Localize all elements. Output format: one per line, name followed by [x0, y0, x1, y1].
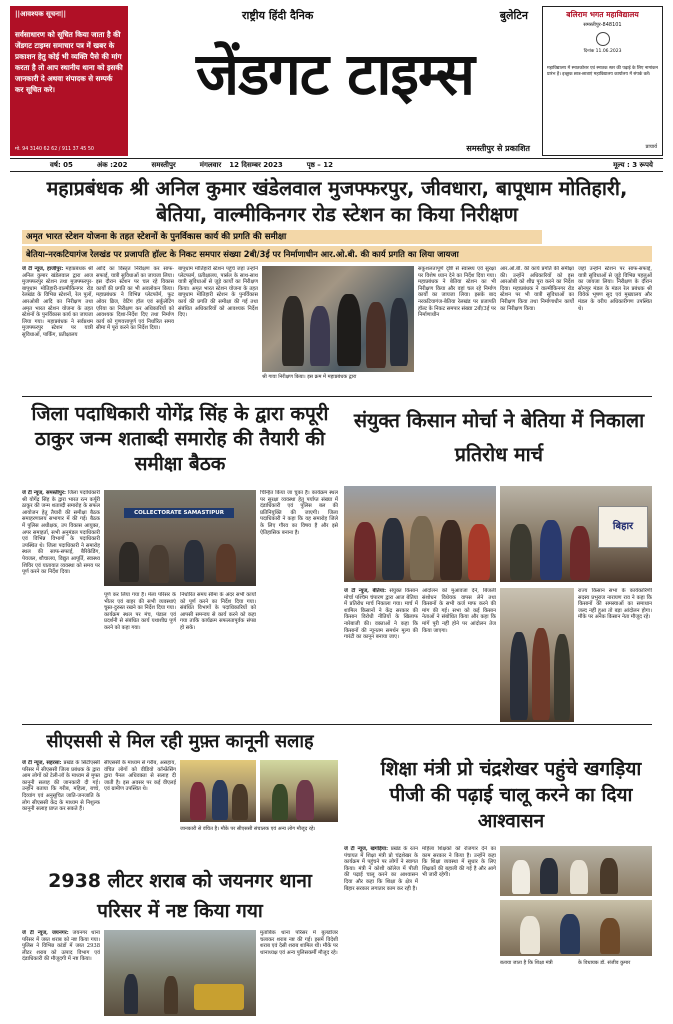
college-logo — [596, 32, 610, 46]
story3-col-1 — [344, 588, 418, 722]
title-block — [132, 6, 538, 156]
story6-col-1 — [22, 930, 100, 1016]
lead-col1-text: महाप्रबंधक श्री अनिल कुमार खंडेलवाल द्वारा आज मुजफ्फरपुर स्टेशन तथा मुजफ्फरपुर-बापूधाम मोतिहारी-वाल्मीकिनगर रोड रेलखंड के विभिन्न स्टेशनों, रेल पुलों, आरओबी आदि का निरीक्षण तथा अमृत भारत स्टेशन योजना के तहत स्टेशनों के पुनर्विकास कार्य का जायजा लिया गया। महाप्रबंधक ने सर्वप्रथम मुजफ्फरपुर स्टेशन पर यात्री सुविधाओं, पार्किंग, प्रतीक्षालय — [22, 266, 93, 338]
story5-col-2: महिला शिक्षकों को रोजगार देने का काम सरकार ने किया है। उन्होंने कहा कि शिक्षा व्यवस्था में सुधार के लिए शिक्षकों की बहाली की गई है और आगे भी जारी रहेगी। — [422, 846, 496, 879]
notice-text: सर्वसाधारण को सूचित किया जाता है की जेंडगट टाइम्स समाचार पत्र में खबर के प्रकाशन हेतु कोई भी व्यक्ति पैसे की मांग करता है तो आप स्थानीय थाना को इसकी जानकारी दे अथवा संपादक से सम्पर्क कर सूचित करे। — [15, 30, 123, 94]
story4-col-2: सीएससी के माध्यम से गरीब, असहाय, वंचित लोगों को वीडियो कॉन्फ्रेंसिंग द्वारा पैनल अधिवक्ता से सलाह दी जाती है। इस अवसर पर कई वीएलई एवं ग्रामीण उपस्थित थे। — [104, 760, 176, 793]
dateline-year: वर्ष: 05 — [50, 160, 73, 169]
dateline-city: समस्तीपुर — [151, 160, 176, 169]
story5-photo-2 — [500, 900, 652, 956]
lead-col-3: बापूधाम मोतिहारी स्टेशन पहुंचे जहां उन्होंने प्लेटफार्म, प्रतीक्षालय, पार्सल के साथ-साथ यात्री सुविधाओं से जुड़े कार्यों का निरीक्षण किया। अमृत भारत स्टेशन योजना के तहत बापूधाम मोतिहारी स्टेशन के पुनर्विकास कार्य की प्रगति की समीक्षा की गई तथा संबंधित अधिकारियों को आवश्यक निर्देश दिए। — [178, 266, 258, 319]
dateline — [10, 158, 663, 172]
lead-photo — [262, 266, 414, 372]
story5-body: प्रखंड के रतन पंचायत में शिक्षा मंत्री प्रो चंद्रशेखर के कार्यक्रम में पहुंचने पर लोगों ने स्वागत किया। मंत्री ने कोशी कॉलेज में पीजी की पढ़ाई चालू करने का आश्वासन दिया और कहा कि शिक्षा के क्षेत्र में बिहार सरकार लगातार काम कर रही है। — [344, 846, 418, 892]
story2-col-4: चिन्हित किया जा चुका है। कार्यक्रम स्थल पर सुरक्षा व्यवस्था हेतु पर्याप्त संख्या में दंडाधिकारी एवं पुलिस बल की प्रतिनियुक्ति की जाएगी। जिला पदाधिकारी ने कहा कि यह समारोह जिले के लिए गौरव का विषय है और इसे ऐतिहासिक बनाना है। — [260, 490, 338, 536]
lead-photo-caption: श्री गावा निरीक्षण किया। इस क्रम में महाप्रबंधक द्वारा — [262, 374, 357, 380]
divider — [22, 396, 652, 397]
story3-photo-2 — [500, 486, 652, 582]
story4-caption: जानकारी से वंचित है। मौके पर सीएससी संचालक एवं अन्य लोग मौजूद रहे। — [180, 826, 316, 832]
story6-photo — [104, 930, 256, 1016]
college-sign: प्राचार्य — [645, 144, 657, 150]
dateline-issue: अंक :202 — [96, 160, 128, 169]
divider-2 — [22, 724, 652, 725]
story5-headline: शिक्षा मंत्री प्रो चंद्रशेखर पहुंचे खगड़िया पीजी की पढ़ाई चालू करने का दिया आश्वासन — [380, 758, 642, 832]
story5-byline: जे टी न्यूज, खगड़िया: — [344, 846, 389, 852]
edition-label: बुलेटिन — [499, 9, 528, 22]
lead-subhead-1: अमृत भारत स्टेशन योजना के तहत स्टेशनों के पुनर्विकास कार्य की प्रगति की समीक्षा — [22, 230, 542, 244]
story6-headline: 2938 लीटर शराब को जयनगर थाना परिसर में नष्ट किया गया — [48, 870, 312, 922]
story5-col-1 — [344, 846, 418, 1016]
story3-byline: जे टी न्यूज, बेतिया: — [344, 588, 387, 594]
story4-col-1 — [22, 760, 100, 860]
college-notice: महाविद्यालय में स्नातकोत्तर एवं स्नातक स्तर की पढ़ाई के लिए नामांकन प्रारंभ है। इच्छुक छात्र-छात्राएं महाविद्यालय कार्यालय में संपर्क करें। — [547, 66, 658, 77]
story5-photo-1 — [500, 846, 652, 896]
story6-byline: जे टी न्यूज, जयनगर: — [22, 930, 69, 936]
dateline-date: 12 दिसम्बर 2023 — [229, 160, 283, 169]
story3-banner: बिहार — [598, 506, 648, 548]
story5-caption-1: बताया जाता है कि शिक्षा मंत्री — [500, 960, 553, 966]
notice-box — [10, 6, 128, 156]
story3-photo-3 — [500, 588, 574, 722]
story4-byline: जे टी न्यूज, सहरसा: — [22, 760, 62, 766]
lead-col-6: आर.ओ.बी. की कार्य प्रगति की समीक्षा की। उन्होंने अधिकारियों को इस आरओबी को शीघ्र पूरा करने का निर्देश दिया। महाप्रबंधक ने वाल्मीकिनगर रोड स्टेशन पर भी यात्री सुविधाओं का निरीक्षण किया तथा निर्माणाधीन कार्यों का निरीक्षण किया। — [500, 266, 574, 312]
lead-byline: जे टी न्यूज, हाजीपुर: — [22, 266, 64, 272]
lead-headline: महाप्रबंधक श्री अनिल कुमार खंडेलवाल मुजफ्फरपुर, जीवधारा, बापूधाम मोतिहारी, बेतिया, वाल्मीकिनगर रोड स्टेशन का किया निरीक्षण — [46, 177, 628, 226]
notice-heading: ||आवश्यक सूचना|| — [15, 10, 66, 18]
dateline-day: मंगलवार — [199, 160, 222, 169]
story4-photo — [180, 760, 256, 822]
story6-body: जयनगर थाना परिसर में जब्त शराब को नष्ट किया गया। पुलिस ने विभिन्न कांडों में जब्त 2938 लीटर शराब को उत्पाद विभाग एवं दंडाधिकारी की मौजूदगी में नष्ट किया। — [22, 930, 100, 963]
story3-photo-1 — [344, 486, 496, 582]
story5-caption-2: के विधायक डॉ. संजीव कुमार — [578, 960, 631, 966]
story2-col-3: निर्धारित समय सीमा के अंदर सभी कार्यों को पूर्ण करने का निर्देश दिया गया। संबंधित विभागों के पदाधिकारियों को आपसी समन्वय से कार्य करने को कहा गया ताकि कार्यक्रम सफलतापूर्वक संपन्न हो सके। — [180, 592, 256, 631]
story2-col-2: पूर्ण कर लिया गया है। मेला परिसर के भीतर एवं बाहर की सभी व्यवस्थाएं चुस्त-दुरुस्त रखने का निर्देश दिया गया। कार्यक्रम स्थल पर मंच, पंडाल एवं प्रदर्शनी से संबंधित कार्य यथाशीघ्र पूर्ण करने को कहा गया। — [104, 592, 176, 631]
college-date: दिनांक 11.06.2023 — [583, 49, 622, 54]
story2-photo — [104, 490, 256, 586]
lead-col-1 — [22, 266, 93, 393]
tagline: राष्ट्रीय हिंदी दैनिक — [242, 9, 314, 22]
story2-headline: जिला पदाधिकारी योगेंद्र सिंह के द्वारा कपूरी ठाकुर जन्म शताब्दी समारोह की तैयारी की समीक्षा बैठक — [31, 403, 329, 475]
newspaper-title: जेंडगट टाइम्स — [196, 40, 474, 108]
story3-headline: संयुक्त किसान मोर्चा ने बेतिया में निकाला प्रतिरोध मार्च — [353, 409, 645, 466]
lead-col-2: आदि का विस्तृत निरीक्षण कर साफ-सफाई, यात्री सुविधाओं का जायजा लिया। इस दौरान स्टेशन पर चल रहे विकास कार्यों की प्रगति का भी अवलोकन किया। महाप्रबंधक ने विभिन्न प्लेटफॉर्म, फुट ओवर ब्रिज, वेटिंग हॉल एवं सर्कुलेटिंग एरिया का निरीक्षण कर अधिकारियों को आवश्यक दिशा-निर्देश दिए तथा निर्माण कार्य को गुणवत्तापूर्ण एवं निर्धारित समय सीमा में पूरा करने का निर्देश दिया। — [96, 266, 174, 332]
masthead — [10, 6, 663, 156]
dateline-price: मूल्य : 3 रूपये — [613, 160, 653, 169]
lead-col-7: जहां उन्होंने स्टेशन पर साफ-सफाई, यात्री सुविधाओं से जुड़े विभिन्न पहलुओं का जायजा लिया। निरीक्षण के दौरान सोनपुर मंडल के मंडल रेल प्रबंधक श्री विवेक भूषण सूद एवं मुख्यालय और मंडल के वरीय अधिकारीगण उपस्थित थे। — [578, 266, 652, 312]
story2-col-1 — [22, 490, 100, 722]
story4-photo-2 — [260, 760, 338, 822]
lead-col-5: सकुशलतापूर्ण दृष्टि से स्वास्थ्य एवं सुरक्षा पर विशेष ध्यान देने का निर्देश दिया गया। महाप्रबंधक ने बेतिया स्टेशन का भी निरीक्षण किया और वहां चल रहे निर्माण कार्यों का जायजा लिया। इसके बाद नरकटियागंज-बेतिया रेलखंड पर प्रजापति हॉल्ट के निकट समपार संख्या 2बी/3ई पर निर्माणाधीन — [418, 266, 496, 319]
story3-col-3: राज्य किसान सभा के कार्यकारिणी सदस्य प्रभुराज नारायण राव ने कहा कि किसानों की समस्याओं का समाधान जल्द नहीं हुआ तो बड़ा आंदोलन होगा। मौके पर अनेक किसान नेता मौजूद रहे। — [578, 588, 652, 621]
story2-byline: जे टी न्यूज, समस्तीपुर: — [22, 490, 66, 496]
story4-body: प्रखंड के सिटीएस्सी परिसर में सीएससी जिला प्रबंधक के द्वारा आम लोगों को टेली-लॉ के माध्यम से मुफ्त कानूनी सलाह की जानकारी दी गई। उन्होंने बताया कि गरीब, महिला, बच्चे, दिव्यांग एवं अनुसूचित जाति-जनजाति के लोग सीएससी केंद्र के माध्यम से निशुल्क कानूनी सलाह प्राप्त कर सकते हैं। — [22, 760, 100, 813]
story3-col-2: आंदोलन को मुआवजा देने, बिजली संशोधन विधेयक वापस लेने तथा किसानों के सभी कर्ज माफ करने की मांग की गई। सभा को कई किसान नेताओं ने संबोधित किया और कहा कि मांगें पूरी नहीं होने पर आंदोलन तेज किया जाएगा। — [422, 588, 496, 634]
story4-headline: सीएससी से मिल रही मुफ़्त कानूनी सलाह — [46, 731, 314, 752]
college-ad — [542, 6, 663, 156]
lead-subhead-2: बेतिया-नरकटियागंज रेलखंड पर प्रजापति हॉल्ट के निकट समपार संख्या 2बी/3ई पर निर्माणाधीन आर.ओ.बी. की कार्य प्रगति का लिया जायजा — [22, 246, 652, 262]
story6-col-2: मुताबिक थाना परिसर में बुलडोजर चलाकर शराब नष्ट की गई। इसमें विदेशी शराब एवं देसी शराब शामिल थी। मौके पर थानाध्यक्ष एवं अन्य पुलिसकर्मी मौजूद रहे। — [260, 930, 338, 956]
published-from: समस्तीपुर से प्रकाशित — [466, 144, 530, 153]
college-subheading: समस्तीपुर-848101 — [583, 22, 622, 28]
story3-body: संयुक्त किसान मोर्चा पश्चिम चंपारण द्वारा आज बेतिया में प्रतिरोध मार्च निकाला गया। मार्च में शामिल किसानों ने केंद्र सरकार की किसान विरोधी नीतियों के खिलाफ नारेबाजी की। वक्ताओं ने कहा कि किसानों की न्यूनतम समर्थन मूल्य की गारंटी का कानून बनाया जाए। — [344, 588, 418, 641]
collectorate-board: COLLECTORATE SAMASTIPUR — [124, 508, 234, 518]
dateline-pages: पृष्ठ – 12 — [306, 160, 333, 169]
notice-phones: मो. 94 3140 62 62 / 911 37 45 50 — [15, 147, 94, 152]
college-name: बलिराम भगत महाविद्यालय — [566, 10, 639, 19]
story2-body: जिला पदाधिकारी श्री योगेंद्र सिंह के द्वारा भारत रत्न कर्पूरी ठाकुर की जन्म शताब्दी समारोह के सफल आयोजन हेतु तैयारी की समीक्षा बैठक समाहरणालय सभागार में की गई। बैठक में पुलिस अधीक्षक, उप विकास आयुक्त, अपर समाहर्ता, सभी अनुमंडल पदाधिकारी एवं विभिन्न विभागों के पदाधिकारी उपस्थित थे। जिला पदाधिकारी ने समारोह स्थल की साफ-सफाई, बैरिकेडिंग, पेयजल, शौचालय, विद्युत आपूर्ति, स्वास्थ्य शिविर एवं यातायात व्यवस्था को समय पर पूर्ण करने का निर्देश दिया। — [22, 490, 100, 576]
